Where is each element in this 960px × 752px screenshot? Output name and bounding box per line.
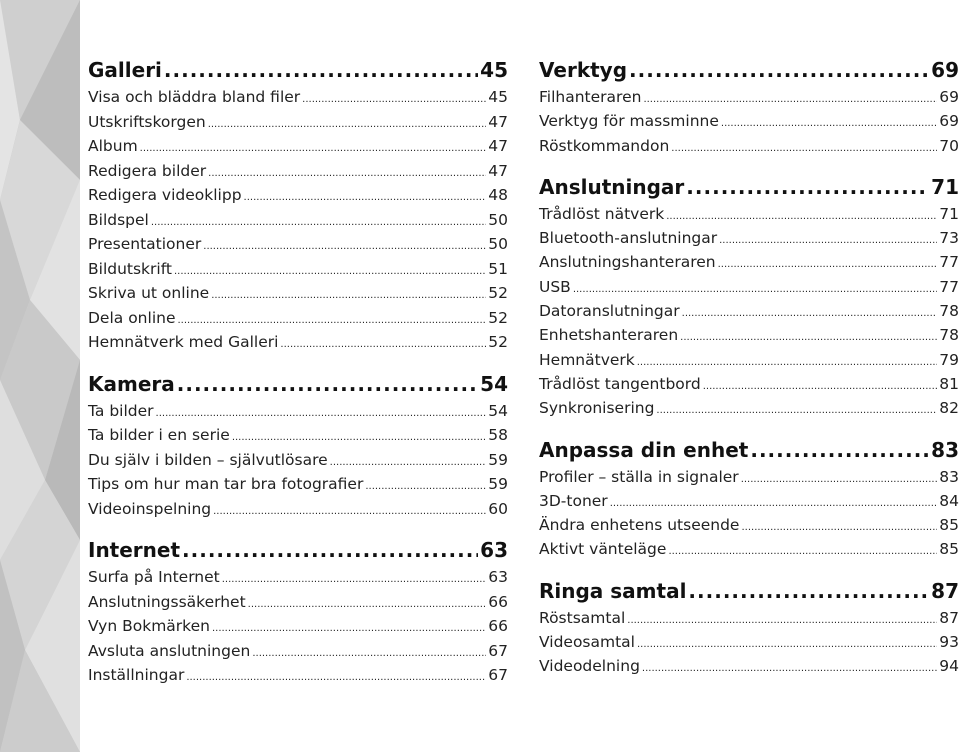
toc-entry[interactable] [88, 402, 508, 427]
entry-label: Visa och bläddra bland filer [88, 88, 301, 106]
dot-leader [637, 633, 937, 651]
entry-label: Datoranslutningar [539, 302, 680, 321]
toc-entry[interactable] [539, 278, 959, 302]
entry-page-number: 50 [488, 235, 508, 253]
section-title: Internet [88, 538, 181, 562]
section-title: Anslutningar [539, 174, 685, 199]
section-heading[interactable] [88, 58, 508, 88]
entry-page-number: 77 [939, 253, 959, 272]
entry-page-number: 85 [939, 516, 959, 535]
entry-page-number: 47 [488, 161, 508, 180]
dot-leader [668, 540, 937, 558]
entry-page-number: 67 [488, 641, 508, 660]
entry-page-number: 71 [939, 204, 959, 223]
toc-entry[interactable] [539, 88, 959, 112]
dot-leader [750, 438, 929, 462]
entry-label: Dela online [88, 308, 176, 327]
entry-page-number: 79 [939, 350, 959, 369]
entry-page-number: 54 [488, 401, 508, 420]
entry-label: Filhanteraren [539, 88, 642, 106]
section-page-number: 45 [480, 58, 508, 82]
entry-label: Anslutningssäkerhet [88, 592, 246, 611]
entry-label: USB [539, 277, 571, 296]
entry-page-number: 77 [939, 277, 959, 296]
dot-leader [629, 58, 929, 82]
dot-leader [642, 657, 937, 675]
entry-page-number: 58 [488, 426, 508, 444]
toc-entry[interactable] [539, 137, 959, 161]
section-page-number: 87 [931, 578, 959, 603]
dot-leader [222, 568, 487, 586]
toc-entry[interactable] [539, 540, 959, 564]
toc-entry[interactable] [88, 451, 508, 476]
entry-label: Redigera bilder [88, 161, 207, 180]
section-page-number: 71 [931, 174, 959, 199]
entry-label: Trådlöst nätverk [539, 204, 665, 223]
section-page-number: 69 [931, 58, 959, 82]
toc-entry[interactable] [88, 211, 508, 236]
entry-label: Bildutskrift [88, 259, 172, 278]
section-title: Anpassa din enhet [539, 437, 749, 462]
section-gap [539, 424, 959, 438]
toc-entry[interactable] [88, 642, 508, 667]
dot-leader [718, 253, 938, 271]
entry-label: Röstsamtal [539, 608, 626, 627]
toc-entry[interactable] [88, 500, 508, 525]
section-heading[interactable] [539, 175, 959, 205]
entry-page-number: 52 [488, 284, 508, 302]
dot-leader [213, 500, 486, 518]
dot-leader [721, 112, 937, 130]
toc-entry[interactable] [539, 633, 959, 657]
entry-label: Presentationer [88, 235, 202, 253]
entry-label: Videoinspelning [88, 499, 212, 518]
dot-leader [186, 666, 486, 684]
entry-page-number: 70 [939, 136, 959, 155]
toc-section [539, 579, 959, 682]
section-heading[interactable] [539, 438, 959, 468]
toc-entry[interactable] [539, 657, 959, 681]
dot-leader [680, 326, 937, 344]
toc-entry[interactable] [539, 302, 959, 326]
entry-label: Avsluta anslutningen [88, 641, 251, 660]
toc-entry[interactable] [539, 468, 959, 492]
entry-page-number: 81 [939, 374, 959, 393]
dot-leader [686, 175, 929, 199]
entry-page-number: 87 [939, 608, 959, 627]
entry-page-number: 93 [939, 633, 959, 652]
dot-leader [637, 351, 938, 369]
toc-entry[interactable] [539, 609, 959, 633]
entry-label: Utskriftskorgen [88, 112, 206, 131]
entry-page-number: 50 [488, 210, 508, 229]
entry-label: Hemnätverk [539, 350, 635, 369]
toc-section [88, 538, 508, 691]
dot-leader [252, 642, 486, 660]
entry-label: Album [88, 137, 138, 155]
entry-label: Inställningar [88, 666, 185, 684]
dot-leader [174, 260, 486, 278]
entry-label: Videodelning [539, 657, 640, 676]
entry-page-number: 78 [939, 302, 959, 321]
entry-label: Synkronisering [539, 399, 655, 418]
entry-page-number: 48 [488, 186, 508, 204]
dot-leader [627, 609, 937, 627]
section-page-number: 54 [480, 371, 508, 396]
entry-label: Ändra enhetens utseende [539, 516, 740, 535]
dot-leader [365, 475, 486, 493]
toc-left-column [88, 58, 508, 691]
entry-label: Tips om hur man tar bra fotografier [88, 475, 364, 493]
entry-label: Ta bilder i en serie [88, 426, 230, 444]
entry-page-number: 73 [939, 229, 959, 248]
toc-entry[interactable] [88, 88, 508, 113]
toc-section [88, 372, 508, 525]
dot-leader [741, 468, 938, 486]
entry-label: Hemnätverk med Galleri [88, 333, 279, 351]
toc-entry[interactable] [88, 235, 508, 260]
entry-page-number: 59 [488, 450, 508, 469]
dot-leader [280, 333, 486, 351]
toc-entry[interactable] [88, 426, 508, 451]
section-gap [539, 161, 959, 175]
section-gap [88, 358, 508, 372]
toc-entry[interactable] [88, 284, 508, 309]
entry-label: Bildspel [88, 210, 149, 229]
toc-entry[interactable] [539, 326, 959, 350]
dot-leader [232, 426, 486, 444]
entry-label: Röstkommandon [539, 136, 670, 155]
toc-entry[interactable] [88, 260, 508, 285]
toc-entry[interactable] [88, 333, 508, 358]
dot-leader [177, 372, 478, 396]
dot-leader [573, 278, 937, 296]
dot-leader [610, 492, 938, 510]
toc-entry[interactable] [539, 399, 959, 423]
dot-leader [212, 617, 486, 635]
toc-entry[interactable] [88, 137, 508, 162]
toc-entry[interactable] [539, 375, 959, 399]
entry-label: Ta bilder [88, 401, 154, 420]
dot-leader [666, 205, 937, 223]
dot-leader [671, 137, 937, 155]
section-heading[interactable] [88, 538, 508, 568]
toc-entry[interactable] [88, 666, 508, 691]
toc-entry[interactable] [539, 229, 959, 253]
toc-section [539, 175, 959, 424]
entry-page-number: 69 [939, 112, 959, 131]
entry-page-number: 84 [939, 491, 959, 510]
entry-page-number: 63 [488, 568, 508, 586]
entry-label: Trådlöst tangentbord [539, 374, 701, 393]
entry-page-number: 69 [939, 88, 959, 106]
dot-leader [703, 375, 938, 393]
toc-entry[interactable] [539, 351, 959, 375]
dot-leader [719, 229, 937, 247]
toc-entry[interactable] [539, 205, 959, 229]
dot-leader [302, 88, 486, 106]
dot-leader [330, 451, 487, 469]
entry-label: Enhetshanteraren [539, 326, 679, 345]
entry-page-number: 45 [488, 88, 508, 106]
section-heading[interactable] [539, 579, 959, 609]
section-gap [88, 524, 508, 538]
section-title: Kamera [88, 371, 175, 396]
section-title: Galleri [88, 58, 162, 82]
entry-label: Aktivt vänteläge [539, 540, 667, 559]
dot-leader [140, 137, 487, 155]
dot-leader [244, 186, 487, 204]
entry-label: Redigera videoklipp [88, 186, 242, 204]
entry-label: Vyn Bokmärken [88, 617, 210, 635]
dot-leader [208, 162, 486, 180]
entry-page-number: 94 [939, 657, 959, 676]
entry-page-number: 66 [488, 617, 508, 635]
entry-label: Anslutningshanteraren [539, 253, 716, 272]
decorative-side-strip [0, 0, 80, 752]
toc-section [539, 58, 959, 161]
entry-label: Du själv i bilden – självutlösare [88, 450, 328, 469]
dot-leader [741, 516, 937, 534]
toc-section [88, 58, 508, 358]
toc-entry[interactable] [539, 112, 959, 136]
entry-page-number: 85 [939, 540, 959, 559]
dot-leader [182, 538, 478, 562]
entry-page-number: 47 [488, 112, 508, 131]
entry-page-number: 59 [488, 475, 508, 493]
section-gap [539, 565, 959, 579]
dot-leader [643, 88, 937, 106]
section-title: Ringa samtal [539, 578, 687, 603]
toc-entry[interactable] [88, 617, 508, 642]
toc-entry[interactable] [539, 516, 959, 540]
dot-leader [156, 402, 487, 420]
section-title: Verktyg [539, 58, 628, 82]
entry-page-number: 52 [488, 308, 508, 327]
faceted-pattern-graphic [0, 0, 80, 752]
entry-page-number: 66 [488, 592, 508, 611]
dot-leader [164, 58, 478, 82]
toc-entry[interactable] [539, 492, 959, 516]
toc-entry[interactable] [88, 593, 508, 618]
toc-entry[interactable] [88, 568, 508, 593]
entry-label: Surfa på Internet [88, 568, 220, 586]
section-heading[interactable] [88, 372, 508, 402]
dot-leader [208, 113, 487, 131]
entry-page-number: 67 [488, 666, 508, 684]
section-heading[interactable] [539, 58, 959, 88]
dot-leader [248, 593, 487, 611]
entry-page-number: 60 [488, 499, 508, 518]
dot-leader [177, 309, 486, 327]
entry-label: Bluetooth-anslutningar [539, 229, 718, 248]
toc-right-column [539, 58, 959, 682]
dot-leader [656, 399, 937, 417]
entry-label: Skriva ut online [88, 284, 210, 302]
section-page-number: 63 [480, 538, 508, 562]
toc-entry[interactable] [88, 186, 508, 211]
dot-leader [682, 302, 938, 320]
dot-leader [203, 235, 486, 253]
entry-page-number: 82 [939, 399, 959, 418]
toc-entry[interactable] [539, 253, 959, 277]
dot-leader [151, 211, 486, 229]
section-page-number: 83 [931, 437, 959, 462]
entry-page-number: 47 [488, 137, 508, 155]
entry-label: Videosamtal [539, 633, 635, 652]
toc-entry[interactable] [88, 113, 508, 138]
toc-section [539, 438, 959, 565]
entry-page-number: 83 [939, 467, 959, 486]
entry-label: Profiler – ställa in signaler [539, 467, 739, 486]
entry-label: Verktyg för massminne [539, 112, 719, 131]
dot-leader [211, 284, 486, 302]
entry-label: 3D-toner [539, 491, 608, 510]
toc-entry[interactable] [88, 475, 508, 500]
toc-entry[interactable] [88, 162, 508, 187]
entry-page-number: 51 [488, 259, 508, 278]
dot-leader [688, 579, 929, 603]
entry-page-number: 52 [488, 333, 508, 351]
toc-entry[interactable] [88, 309, 508, 334]
entry-page-number: 78 [939, 326, 959, 345]
